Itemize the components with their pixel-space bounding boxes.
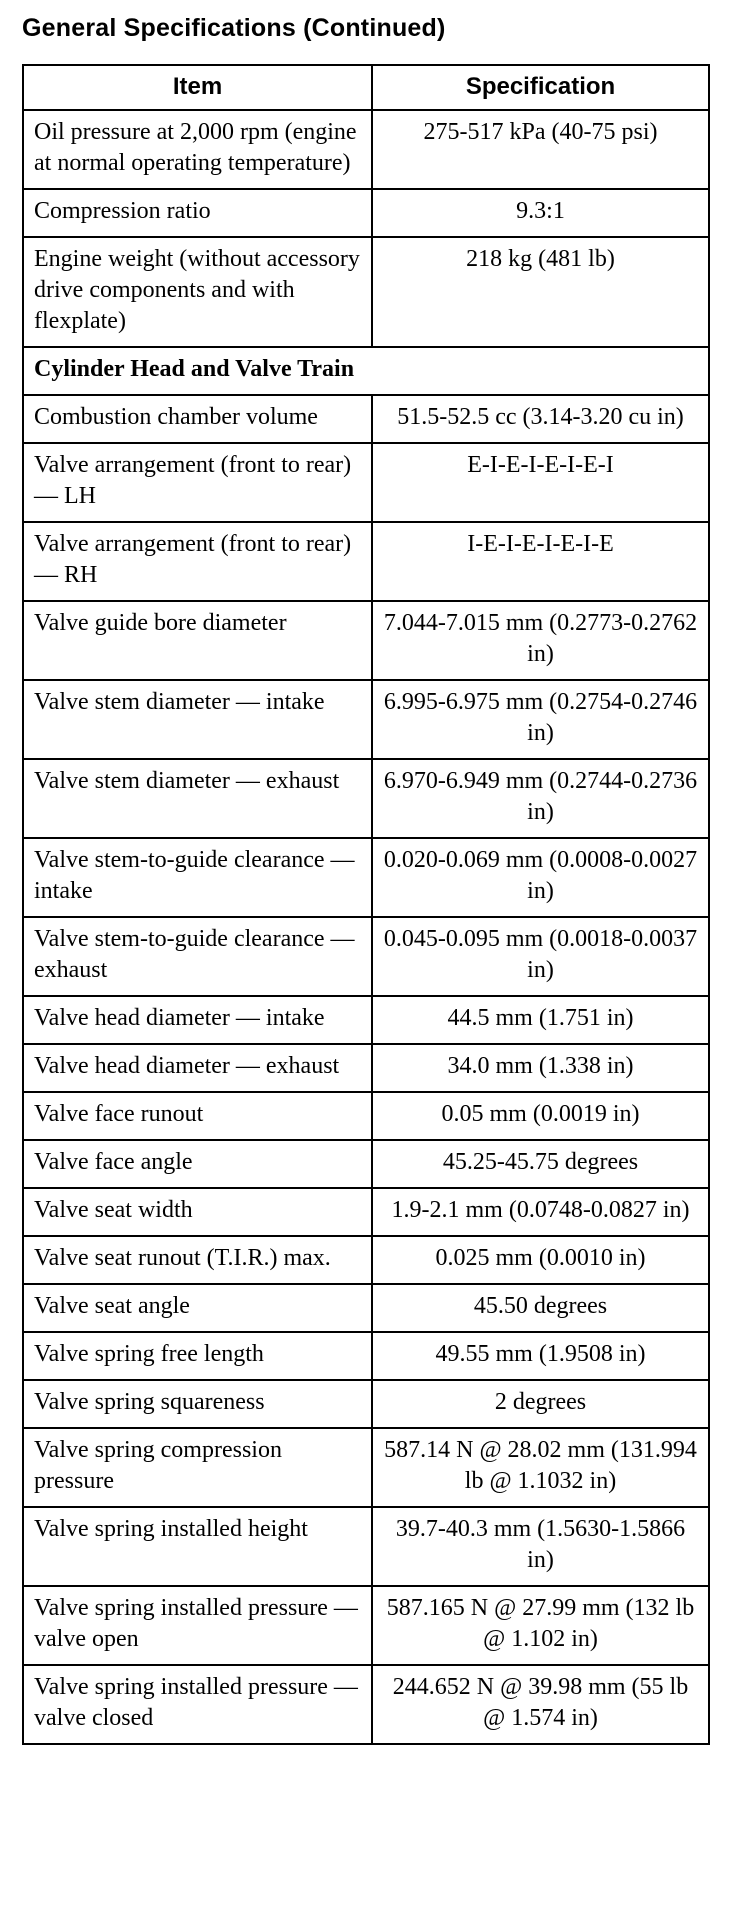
table-row bbox=[23, 1140, 709, 1188]
table-row bbox=[23, 1332, 709, 1380]
table-row bbox=[23, 1586, 709, 1665]
table-row bbox=[23, 110, 709, 189]
row-value: 587.14 N @ 28.02 mm (131.994 lb @ 1.1032 in) bbox=[372, 1428, 709, 1507]
row-value: E-I-E-I-E-I-E-I bbox=[372, 443, 709, 522]
row-value: 44.5 mm (1.751 in) bbox=[372, 996, 709, 1044]
row-value: 45.25-45.75 degrees bbox=[372, 1140, 709, 1188]
row-item: Valve stem diameter — intake bbox=[23, 680, 372, 759]
row-item: Valve seat width bbox=[23, 1188, 372, 1236]
row-value: 275-517 kPa (40-75 psi) bbox=[372, 110, 709, 189]
row-item: Valve spring installed pressure — valve closed bbox=[23, 1665, 372, 1744]
table-row bbox=[23, 680, 709, 759]
row-value: 6.995-6.975 mm (0.2754-0.2746 in) bbox=[372, 680, 709, 759]
row-value: 218 kg (481 lb) bbox=[372, 237, 709, 347]
row-value: 51.5-52.5 cc (3.14-3.20 cu in) bbox=[372, 395, 709, 443]
table-row bbox=[23, 522, 709, 601]
section-row bbox=[23, 347, 709, 395]
row-value: I-E-I-E-I-E-I-E bbox=[372, 522, 709, 601]
row-value: 49.55 mm (1.9508 in) bbox=[372, 1332, 709, 1380]
row-item: Oil pressure at 2,000 rpm (engine at normal operating temperature) bbox=[23, 110, 372, 189]
row-item: Valve stem diameter — exhaust bbox=[23, 759, 372, 838]
table-row bbox=[23, 1188, 709, 1236]
table-row bbox=[23, 838, 709, 917]
row-item: Compression ratio bbox=[23, 189, 372, 237]
row-value: 9.3:1 bbox=[372, 189, 709, 237]
row-value: 39.7-40.3 mm (1.5630-1.5866 in) bbox=[372, 1507, 709, 1586]
table-row bbox=[23, 1507, 709, 1586]
table-row bbox=[23, 1284, 709, 1332]
page-title: General Specifications (Continued) bbox=[22, 14, 446, 42]
header-item: Item bbox=[23, 65, 372, 110]
row-value: 34.0 mm (1.338 in) bbox=[372, 1044, 709, 1092]
row-value: 1.9-2.1 mm (0.0748-0.0827 in) bbox=[372, 1188, 709, 1236]
table-row bbox=[23, 917, 709, 996]
row-item: Valve face angle bbox=[23, 1140, 372, 1188]
table-row bbox=[23, 1044, 709, 1092]
row-item: Valve arrangement (front to rear) — LH bbox=[23, 443, 372, 522]
row-value: 0.020-0.069 mm (0.0008-0.0027 in) bbox=[372, 838, 709, 917]
row-item: Engine weight (without accessory drive components and with flexplate) bbox=[23, 237, 372, 347]
row-item: Valve arrangement (front to rear) — RH bbox=[23, 522, 372, 601]
row-value: 45.50 degrees bbox=[372, 1284, 709, 1332]
table-row bbox=[23, 1380, 709, 1428]
row-item: Valve seat angle bbox=[23, 1284, 372, 1332]
table-row bbox=[23, 1665, 709, 1744]
table-row bbox=[23, 1092, 709, 1140]
row-item: Valve seat runout (T.I.R.) max. bbox=[23, 1236, 372, 1284]
table-row bbox=[23, 1236, 709, 1284]
row-item: Valve stem-to-guide clearance — intake bbox=[23, 838, 372, 917]
row-value: 0.025 mm (0.0010 in) bbox=[372, 1236, 709, 1284]
spec-table bbox=[22, 64, 710, 1745]
row-item: Combustion chamber volume bbox=[23, 395, 372, 443]
table-row bbox=[23, 1428, 709, 1507]
row-item: Valve spring installed pressure — valve open bbox=[23, 1586, 372, 1665]
section-heading: Cylinder Head and Valve Train bbox=[23, 347, 709, 395]
table-row bbox=[23, 237, 709, 347]
row-value: 244.652 N @ 39.98 mm (55 lb @ 1.574 in) bbox=[372, 1665, 709, 1744]
row-item: Valve face runout bbox=[23, 1092, 372, 1140]
table-row bbox=[23, 601, 709, 680]
row-value: 587.165 N @ 27.99 mm (132 lb @ 1.102 in) bbox=[372, 1586, 709, 1665]
row-item: Valve spring compression pressure bbox=[23, 1428, 372, 1507]
row-item: Valve stem-to-guide clearance — exhaust bbox=[23, 917, 372, 996]
row-item: Valve head diameter — intake bbox=[23, 996, 372, 1044]
row-item: Valve spring free length bbox=[23, 1332, 372, 1380]
table-row bbox=[23, 759, 709, 838]
row-value: 2 degrees bbox=[372, 1380, 709, 1428]
table-row bbox=[23, 395, 709, 443]
row-item: Valve spring installed height bbox=[23, 1507, 372, 1586]
row-value: 7.044-7.015 mm (0.2773-0.2762 in) bbox=[372, 601, 709, 680]
row-value: 0.045-0.095 mm (0.0018-0.0037 in) bbox=[372, 917, 709, 996]
row-item: Valve guide bore diameter bbox=[23, 601, 372, 680]
table-row bbox=[23, 996, 709, 1044]
row-value: 0.05 mm (0.0019 in) bbox=[372, 1092, 709, 1140]
table-row bbox=[23, 443, 709, 522]
row-item: Valve head diameter — exhaust bbox=[23, 1044, 372, 1092]
table-row bbox=[23, 189, 709, 237]
header-specification: Specification bbox=[372, 65, 709, 110]
row-item: Valve spring squareness bbox=[23, 1380, 372, 1428]
header-row bbox=[23, 65, 709, 110]
row-value: 6.970-6.949 mm (0.2744-0.2736 in) bbox=[372, 759, 709, 838]
